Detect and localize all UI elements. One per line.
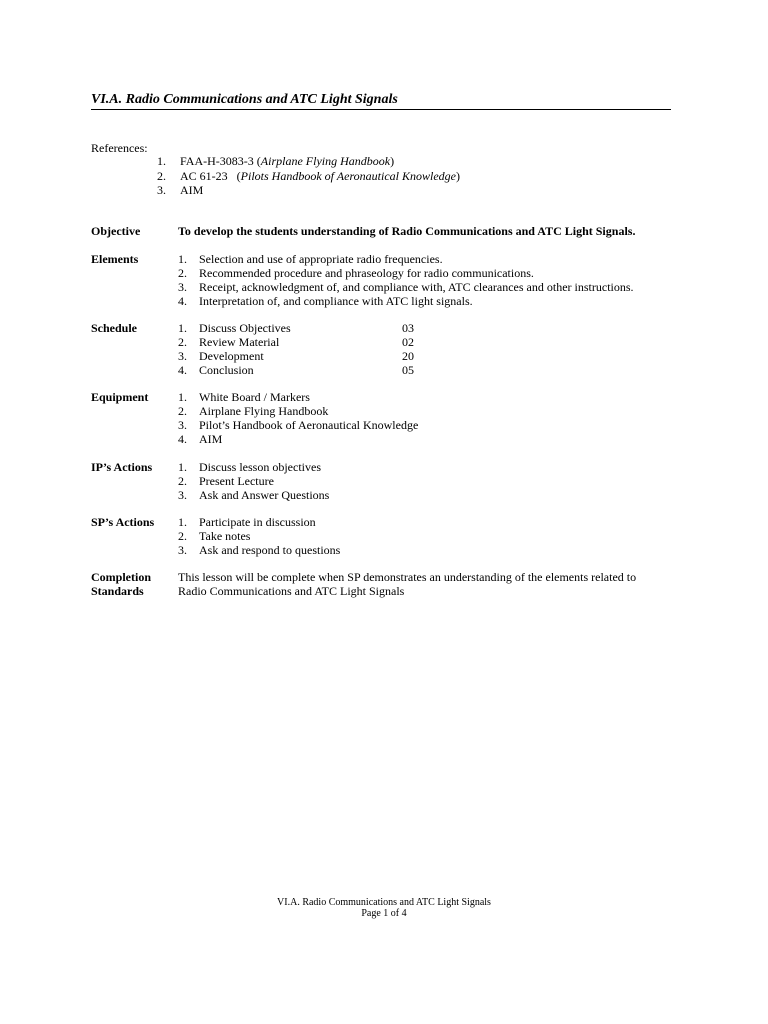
page-title: VI.A. Radio Communications and ATC Light Signals [91, 92, 671, 110]
item-number: 4. [178, 363, 187, 377]
list-item [178, 488, 329, 502]
list-item [178, 280, 634, 294]
item-number: 2. [178, 474, 187, 488]
ip-actions-list [178, 460, 329, 502]
list-item [178, 529, 340, 543]
item-text: White Board / Markers [199, 390, 310, 404]
footer-title: VI.A. Radio Communications and ATC Light Signals [277, 897, 491, 908]
reference-number: 1. [157, 154, 166, 168]
schedule-item [178, 349, 414, 363]
equipment-list [178, 390, 418, 446]
schedule-item [178, 321, 414, 335]
elements-list [178, 252, 634, 308]
item-text: Present Lecture [199, 474, 274, 488]
item-text: Review Material [199, 335, 280, 349]
objective-text: To develop the students understanding of Radio Communications and ATC Light Signals. [178, 224, 636, 238]
completion-standards-text [178, 570, 636, 598]
schedule-time: 05 [402, 363, 414, 377]
list-item [178, 515, 340, 529]
item-text: Discuss lesson objectives [199, 460, 321, 474]
item-text: Ask and respond to questions [199, 543, 341, 557]
list-item [178, 432, 418, 446]
reference-book: Airplane Flying Handbook [260, 154, 391, 168]
schedule-time: 03 [402, 321, 414, 335]
schedule-time: 20 [402, 349, 414, 363]
item-number: 1. [178, 252, 187, 266]
list-item [178, 294, 634, 308]
schedule-time: 02 [402, 335, 414, 349]
item-number: 1. [178, 390, 187, 404]
elements-label: Elements [91, 252, 139, 266]
item-text: Discuss Objectives [199, 321, 291, 335]
reference-code: FAA-H-3083-3 [180, 154, 254, 168]
sp-actions-label: SP’s Actions [91, 515, 155, 529]
completion-line1: This lesson will be complete when SP demonstrates an understanding of the elements related to [178, 570, 637, 584]
item-number: 2. [178, 335, 187, 349]
list-item [178, 252, 634, 266]
item-number: 2. [178, 529, 187, 543]
item-number: 2. [178, 404, 187, 418]
completion-label-line1: Completion [91, 570, 151, 584]
item-text: Interpretation of, and compliance with ATC light signals. [199, 294, 473, 308]
item-text: Recommended procedure and phraseology for radio communications. [199, 266, 534, 280]
references-label: References: [91, 141, 148, 155]
item-number: 4. [178, 432, 187, 446]
schedule-item [178, 335, 414, 349]
list-item [178, 390, 418, 404]
page-footer [0, 897, 768, 919]
item-text: Take notes [199, 529, 251, 543]
item-number: 1. [178, 460, 187, 474]
item-text: Selection and use of appropriate radio frequencies. [199, 252, 443, 266]
item-number: 1. [178, 321, 187, 335]
reference-code: AC 61-23 [180, 168, 228, 183]
item-number: 3. [178, 280, 187, 294]
item-number: 3. [178, 488, 187, 502]
item-number: 3. [178, 349, 187, 363]
list-item [178, 418, 418, 432]
item-text: Development [199, 349, 264, 363]
reference-number: 3. [157, 183, 166, 197]
item-text: Participate in discussion [199, 515, 316, 529]
reference-number: 2. [157, 168, 166, 183]
item-number: 4. [178, 294, 187, 308]
schedule-list [178, 321, 414, 377]
schedule-item [178, 363, 414, 377]
completion-line2: Radio Communications and ATC Light Signals [178, 584, 405, 598]
page-number: Page 1 of 4 [361, 908, 407, 919]
list-item [178, 474, 329, 488]
schedule-label: Schedule [91, 321, 138, 335]
item-text: Receipt, acknowledgment of, and compliance with, ATC clearances and other instructions. [199, 280, 634, 294]
reference-item [157, 183, 460, 198]
item-number: 2. [178, 266, 187, 280]
completion-label-line2: Standards [91, 584, 144, 598]
item-number: 3. [178, 418, 187, 432]
list-item [178, 460, 329, 474]
reference-item: 2. AC 61-23 (Pilots Handbook of Aeronautical Knowledge) [157, 168, 460, 183]
reference-item: 1. FAA-H-3083-3 (Airplane Flying Handbook) [157, 154, 395, 168]
sp-actions-list [178, 515, 340, 557]
item-text: AIM [199, 432, 223, 446]
list-item [178, 543, 340, 557]
item-number: 1. [178, 515, 187, 529]
references-list [157, 154, 460, 198]
list-item [178, 266, 634, 280]
completion-standards-label [91, 570, 151, 598]
item-text: Ask and Answer Questions [199, 488, 330, 502]
item-text: Airplane Flying Handbook [199, 404, 329, 418]
item-text: Conclusion [199, 363, 254, 377]
item-text: Pilot’s Handbook of Aeronautical Knowledge [199, 418, 419, 432]
reference-code: AIM [180, 183, 204, 197]
reference-book: Pilots Handbook of Aeronautical Knowledge [240, 168, 456, 183]
item-number: 3. [178, 543, 187, 557]
ip-actions-label: IP’s Actions [91, 460, 153, 474]
objective-label: Objective [91, 224, 141, 238]
equipment-label: Equipment [91, 390, 149, 404]
list-item [178, 404, 418, 418]
